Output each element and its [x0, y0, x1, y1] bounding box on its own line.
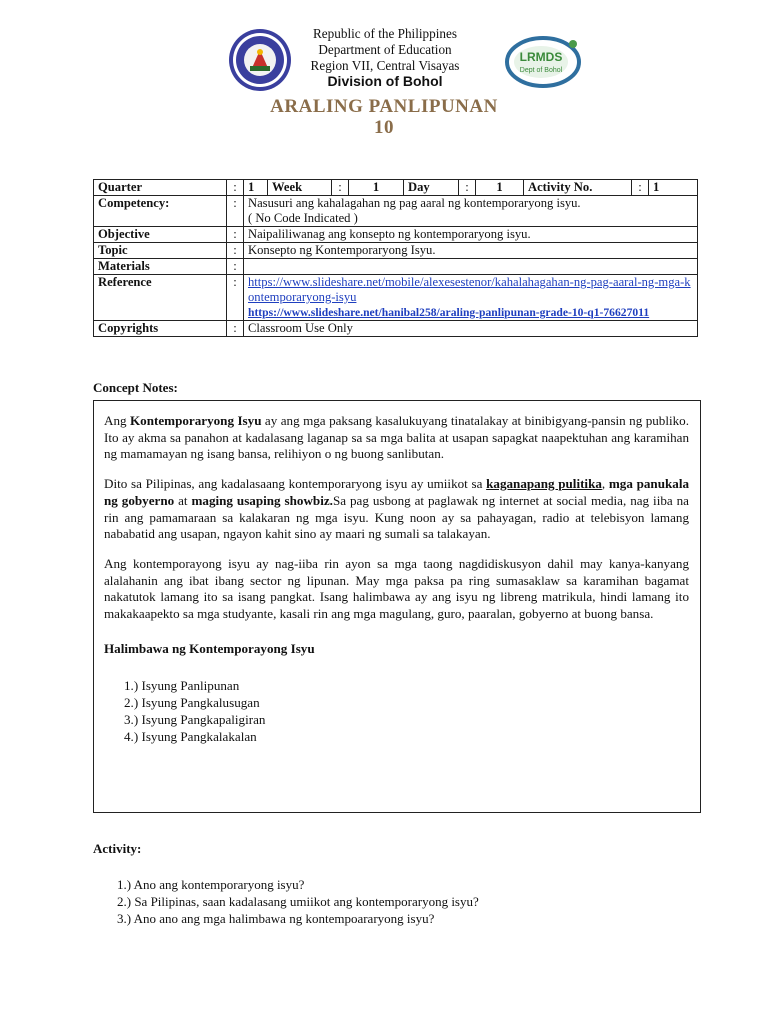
quarter-value: 1 — [244, 180, 268, 196]
materials-value — [244, 259, 698, 275]
reference-link-1[interactable]: https://www.slideshare.net/mobile/alexesestenor/kahalahagahan-ng-pag-aaral-ng-mga-kontemporaryong-isyu — [248, 275, 691, 304]
activity-no-label: Activity No. — [524, 180, 632, 196]
p2-politics: kaganapang pulitika — [486, 476, 602, 492]
lrmds-subtext: Dept of Bohol — [519, 67, 563, 74]
example-item: 3.) Isyung Pangkapaligiran — [124, 712, 266, 728]
copyrights-value: Classroom Use Only — [244, 321, 698, 337]
objective-label: Objective — [94, 227, 227, 243]
activity-question: 2.) Sa Pilipinas, saan kadalasang umiikot ang kontemporaryong isyu? — [117, 894, 479, 909]
colon: : — [227, 275, 244, 321]
activity-questions — [117, 876, 479, 927]
reference-value-cell — [244, 275, 698, 321]
competency-row — [94, 196, 698, 227]
p2-government: mga panukala ng gobyerno — [104, 476, 690, 508]
objective-value: Naipaliliwanag ang konsepto ng kontemporaryong isyu. — [244, 227, 698, 243]
p1-term: Kontemporaryong Isyu — [130, 413, 262, 428]
example-item: 1.) Isyung Panlipunan — [124, 678, 240, 694]
colon: : — [459, 180, 476, 196]
header-line-deped: Department of Education — [318, 42, 452, 57]
reference-label: Reference — [94, 275, 227, 321]
colon: : — [227, 196, 244, 227]
quarter-row — [94, 180, 698, 196]
competency-value: Nasusuri ang kahalagahan ng pag aaral ng kontemporaryong isyu. — [248, 196, 581, 210]
colon: : — [632, 180, 649, 196]
concept-notes-heading: Concept Notes: — [93, 380, 178, 395]
colon: : — [227, 227, 244, 243]
concept-notes-box — [93, 400, 701, 813]
example-item: 2.) Isyung Pangkalusugan — [124, 695, 260, 711]
copyrights-label: Copyrights — [94, 321, 227, 337]
materials-row — [94, 259, 698, 275]
topic-row — [94, 243, 698, 259]
header-lines — [240, 26, 530, 74]
activity-heading: Activity: — [93, 841, 142, 856]
p1-text-c: ay ang mga paksang kasalukuyang tinatalakay at binibigyang-pansin ng publiko. Ito ay akma sa panahon at kadalasang laganap sa sa mga balita at usapan sapagkat naapektuhan ang karamihan ng mamamayan ng isang bansa, relihiyon o ng buong sanlibutan. — [104, 413, 689, 462]
week-label: Week — [268, 180, 332, 196]
activity-question: 1.) Ano ang kontemporaryong isyu? — [117, 877, 305, 892]
topic-label: Topic — [94, 243, 227, 259]
examples-heading: Halimbawa ng Kontemporayong Isyu — [104, 640, 315, 656]
colon: : — [227, 259, 244, 275]
subject-title: ARALING PANLIPUNAN — [270, 96, 498, 117]
day-value: 1 — [476, 180, 524, 196]
p2-showbiz: maging usaping showbiz. — [191, 492, 333, 508]
header-line-region: Region VII, Central Visayas — [310, 58, 460, 73]
topic-value: Konsepto ng Kontemporaryong Isyu. — [244, 243, 698, 259]
competency-label: Competency: — [94, 196, 227, 227]
p2-text-g: Sa pag usbong at paglawak ng internet at social media, nag iiba na rin ang pamamaraan sa kalakaran ng mga isyu. Kung noon ay sa pahayagan, radio at telebisyon lamang nababatid ang usapan, ngayon kahit sino ay maari ng sumali sa talakayan. — [104, 492, 689, 542]
header-line-republic: Republic of the Philippines — [313, 26, 457, 41]
week-value: 1 — [349, 180, 404, 196]
example-item: 4.) Isyung Pangkalakalan — [124, 729, 257, 745]
activity-no-value: 1 — [649, 180, 698, 196]
concept-paragraph-2 — [104, 476, 689, 543]
concept-paragraph-1 — [104, 413, 689, 463]
competency-value-cell — [244, 196, 698, 227]
objective-row — [94, 227, 698, 243]
p2-text-a: Dito sa Pilipinas, ang kadalasaang kontemporaryong isyu ay umiikot sa — [104, 476, 487, 492]
header-division: Division of Bohol — [327, 73, 443, 89]
grade-title: 10 — [374, 117, 394, 138]
colon: : — [227, 180, 244, 196]
p2-text-c: , — [601, 476, 609, 492]
lrmds-text: LRMDS — [519, 50, 563, 64]
materials-label: Materials — [94, 259, 227, 275]
lesson-info-table — [93, 179, 698, 337]
copyrights-row — [94, 321, 698, 337]
colon: : — [227, 243, 244, 259]
reference-link-2[interactable]: https://www.slideshare.net/hanibal258/araling-panlipunan-grade-10-q1-76627011 — [248, 306, 650, 319]
p2-text-e: at — [174, 492, 192, 508]
concept-paragraph-3: Ang kontemporayong isyu ay nag-iiba rin ayon sa mga taong nagdidiskusyon dahil may kanya-kanyang alalahanin ang ibat ibang sector ng lipunan. May mga paksa pa ring sumasaklaw sa karamihan bagamat nakatutok lamang ito sa isang pangkat. Isang halimbawa ay ang isyu ng libreng matrikula, hindi lamang ito makakaapekto sa mga studyante, kasali rin ang mga magulang, guro, paaralan, gobyerno at buong bansa. — [104, 555, 689, 622]
colon: : — [227, 321, 244, 337]
day-label: Day — [404, 180, 459, 196]
p1-text-a: Ang — [104, 413, 130, 428]
activity-question: 3.) Ano ano ang mga halimbawa ng kontempoararyong isyu? — [117, 911, 435, 926]
competency-code-note: ( No Code Indicated ) — [248, 211, 358, 225]
reference-row — [94, 275, 698, 321]
quarter-label: Quarter — [94, 180, 227, 196]
examples-list — [104, 677, 689, 745]
colon: : — [332, 180, 349, 196]
